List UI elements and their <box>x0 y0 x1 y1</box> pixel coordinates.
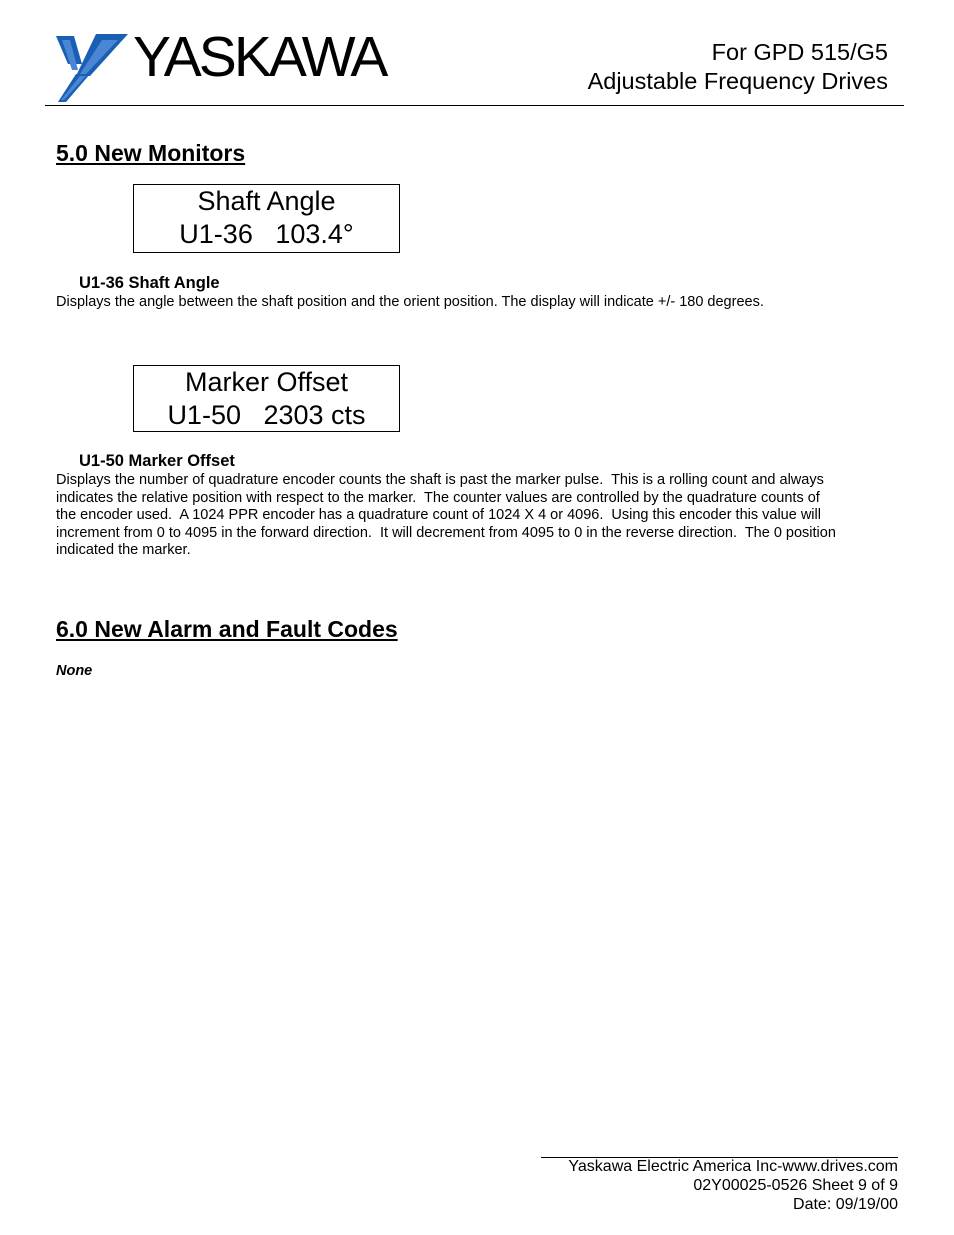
section-5-title: 5.0 New Monitors <box>56 140 246 166</box>
section-6-body: None <box>56 663 93 679</box>
marker-offset-heading: U1-50 Marker Offset <box>79 452 235 470</box>
shaft-angle-display-line-1: Shaft Angle <box>197 186 336 216</box>
shaft-angle-display <box>133 184 400 253</box>
description-line: Displays the number of quadrature encoder counts the shaft is past the marker pulse. This is a rolling count and always <box>56 472 824 488</box>
product-line-2: Adjustable Frequency Drives <box>587 68 888 94</box>
header-divider <box>45 105 904 106</box>
shaft-angle-display-line-2: U1-36 103.4° <box>179 219 354 249</box>
marker-offset-display-line-1: Marker Offset <box>184 367 349 397</box>
footer-company: Yaskawa Electric America Inc-www.drives.com <box>568 1158 898 1175</box>
footer-sheet: 02Y00025-0526 Sheet 9 of 9 <box>693 1177 898 1194</box>
marker-offset-description <box>56 472 901 560</box>
brand-wordmark: YASKAWA <box>133 25 386 89</box>
yaskawa-logo-icon <box>52 30 132 105</box>
footer-date: Date: 09/19/00 <box>793 1196 898 1213</box>
marker-offset-display <box>133 365 400 432</box>
footer <box>568 1157 898 1214</box>
product-heading <box>588 38 888 96</box>
section-6-title: 6.0 New Alarm and Fault Codes <box>56 616 398 642</box>
marker-offset-display-line-2: U1-50 2303 cts <box>167 400 366 430</box>
shaft-angle-heading: U1-36 Shaft Angle <box>79 274 220 292</box>
description-line: indicates the relative position with respect to the marker. The counter values are controlled by the quadrature counts of <box>56 489 820 506</box>
product-line-1: For GPD 515/G5 <box>711 39 888 65</box>
shaft-angle-description: Displays the angle between the shaft position and the orient position. The display will indicate +/- 180 degrees. <box>56 294 764 310</box>
description-line: increment from 0 to 4095 in the forward direction. It will decrement from 4095 to 0 in the reverse direction. The 0 position <box>56 524 836 541</box>
description-line: the encoder used. A 1024 PPR encoder has a quadrature count of 1024 X 4 or 4096. Using this encoder this value will <box>56 507 821 524</box>
description-line: indicated the marker. <box>56 542 191 559</box>
